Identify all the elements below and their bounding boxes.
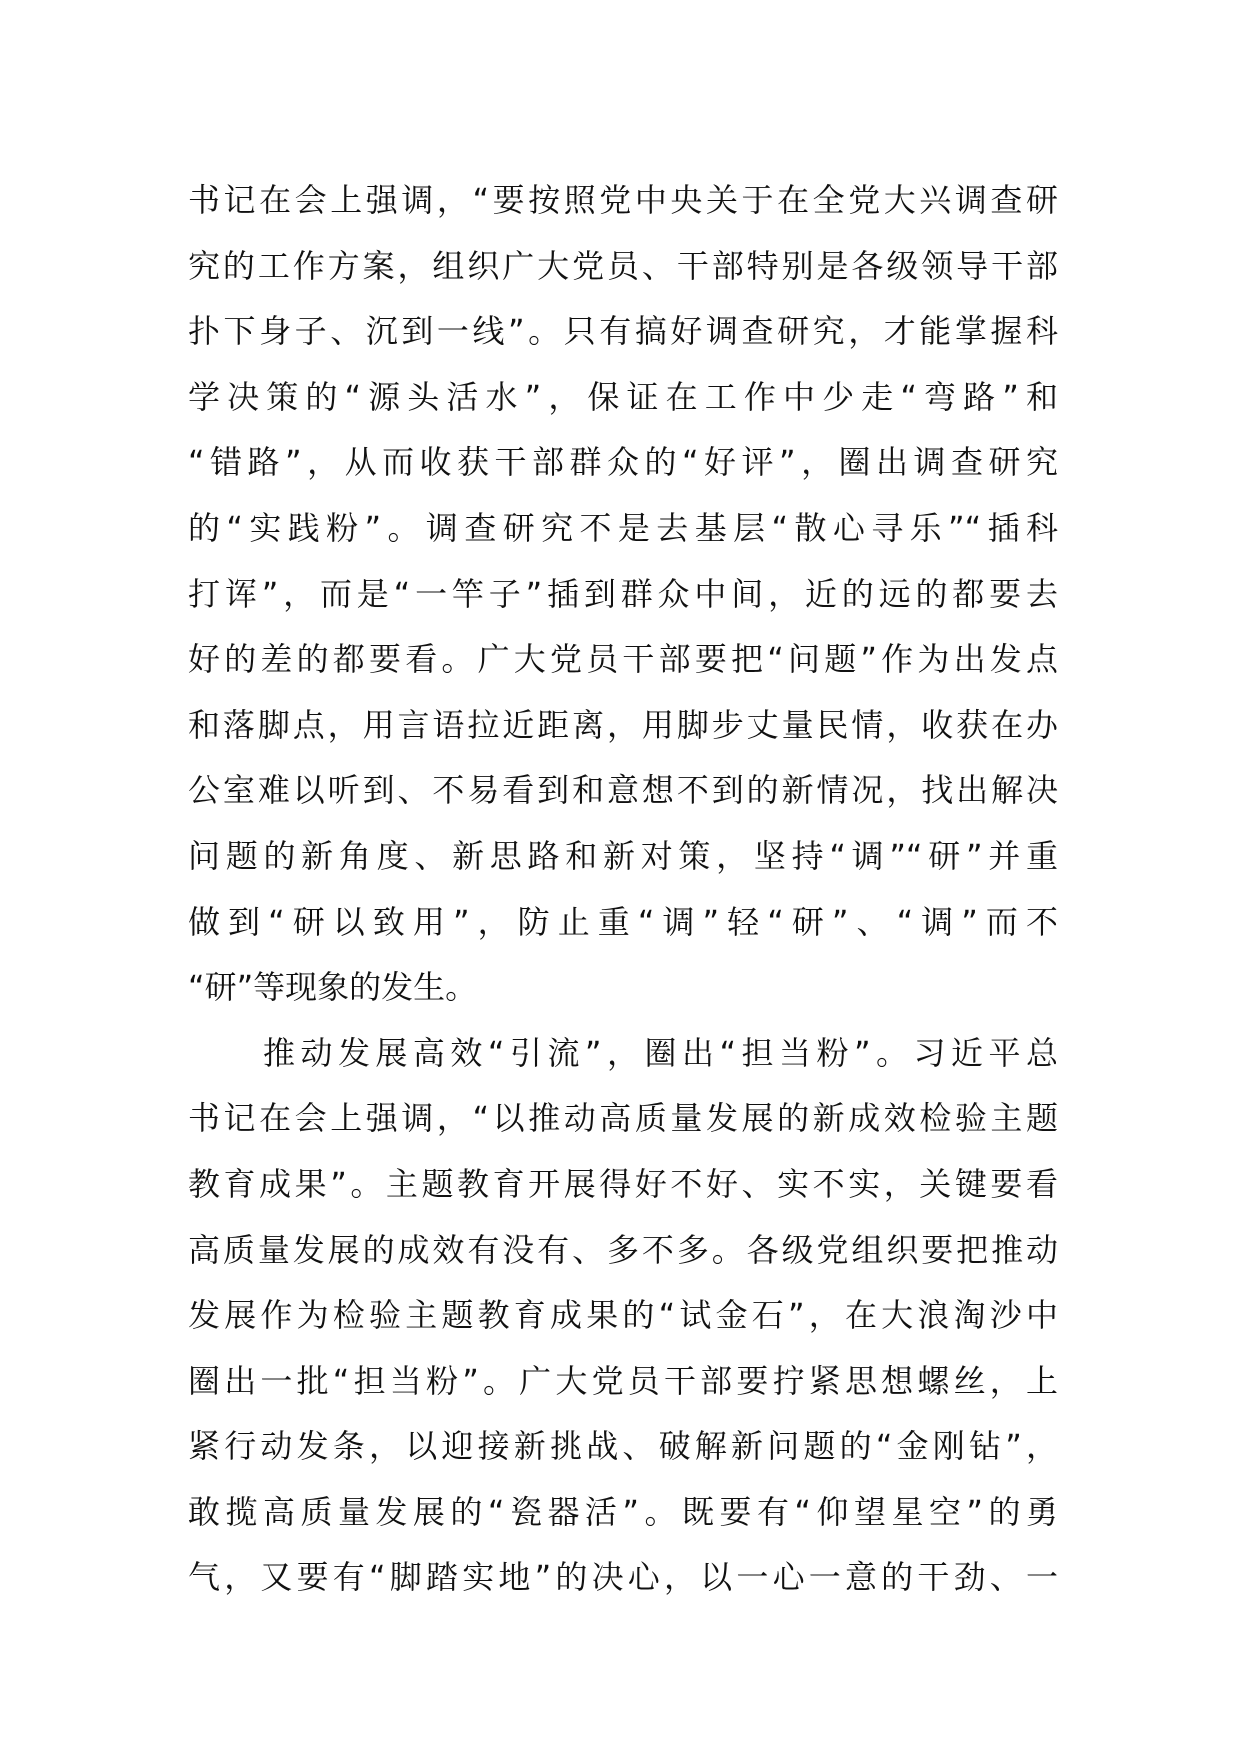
text-line: “研”等现象的发生。 [188, 968, 478, 1007]
body-text [188, 168, 1058, 1611]
text-line: 高质量发展的成效有没有、多不多。各级党组织要把推动 [188, 1230, 1058, 1269]
text-line: 究的工作方案，组织广大党员、干部特别是各级领导干部 [188, 246, 1058, 285]
text-line: 和落脚点，用言语拉近距离，用脚步丈量民情，收获在办 [188, 705, 1058, 744]
text-line: 推动发展高效“引流”，圈出“担当粉”。习近平总 [188, 1033, 1058, 1072]
text-line: 气，又要有“脚踏实地”的决心，以一心一意的干劲、一 [188, 1558, 1058, 1597]
text-line: 打诨”，而是“一竿子”插到群众中间，近的远的都要去 [188, 574, 1058, 613]
text-line: 敢揽高质量发展的“瓷器活”。既要有“仰望星空”的勇 [188, 1492, 1058, 1531]
text-line: 书记在会上强调，“以推动高质量发展的新成效检验主题 [188, 1099, 1058, 1138]
text-line: 做到“研以致用”，防止重“调”轻“研”、“调”而不 [188, 902, 1058, 941]
text-line: 公室难以听到、不易看到和意想不到的新情况，找出解决 [188, 771, 1058, 810]
text-line: 的“实践粉”。调查研究不是去基层“散心寻乐”“插科 [188, 508, 1058, 547]
text-line: 学决策的“源头活水”，保证在工作中少走“弯路”和 [188, 377, 1058, 416]
text-line: 紧行动发条，以迎接新挑战、破解新问题的“金刚钻”， [188, 1427, 1058, 1466]
text-line: 圈出一批“担当粉”。广大党员干部要拧紧思想螺丝，上 [188, 1361, 1058, 1400]
text-line: 书记在会上强调，“要按照党中央关于在全党大兴调查研 [188, 181, 1058, 219]
text-line: 扑下身子、沉到一线”。只有搞好调查研究，才能掌握科 [188, 312, 1058, 351]
text-line: “错路”，从而收获干部群众的“好评”，圈出调查研究 [188, 443, 1058, 482]
text-line: 教育成果”。主题教育开展得好不好、实不实，关键要看 [188, 1164, 1058, 1203]
text-line: 问题的新角度、新思路和新对策，坚持“调”“研”并重 [188, 836, 1058, 875]
text-line: 好的差的都要看。广大党员干部要把“问题”作为出发点 [188, 640, 1058, 679]
text-line: 发展作为检验主题教育成果的“试金石”，在大浪淘沙中 [188, 1296, 1058, 1335]
